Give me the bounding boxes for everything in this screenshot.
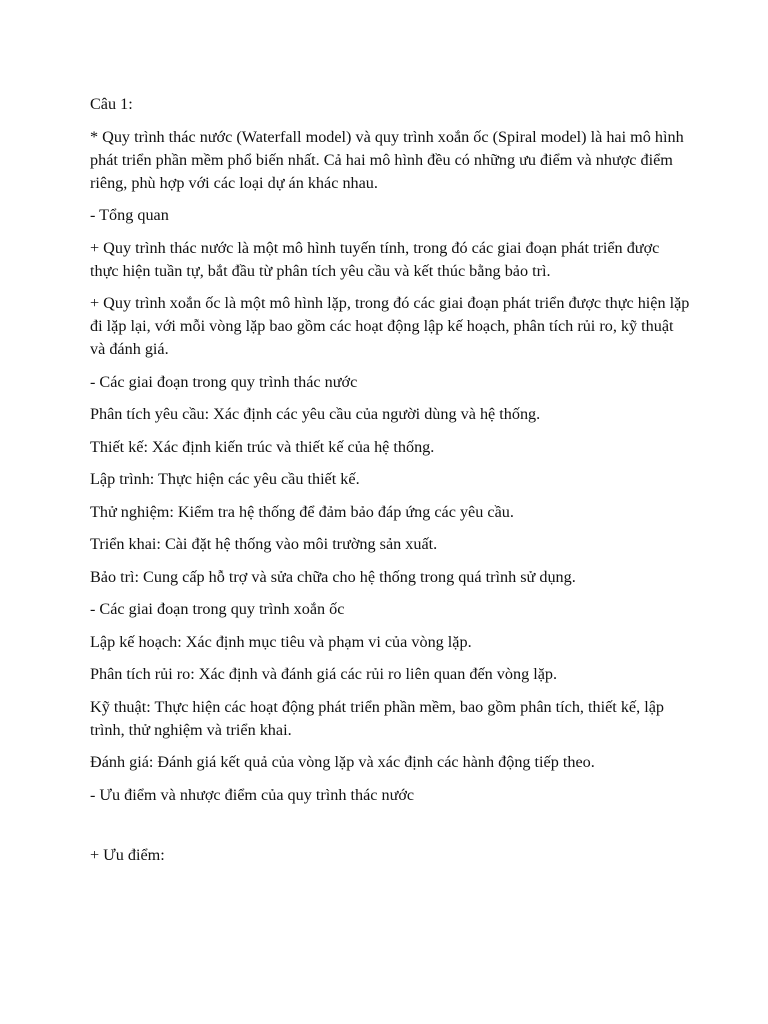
waterfall-stage-testing: Thử nghiệm: Kiểm tra hệ thống để đảm bảo đáp ứng các yêu cầu. — [90, 502, 514, 521]
document-page — [90, 93, 690, 877]
blank-line — [90, 816, 690, 844]
spiral-stage-risk-analysis: Phân tích rủi ro: Xác định và đánh giá các rủi ro liên quan đến vòng lặp. — [90, 665, 558, 683]
section-waterfall-pros-cons-heading: - Ưu điểm và nhược điểm của quy trình thác nước — [90, 785, 415, 804]
section-spiral-stages-heading: - Các giai đoạn trong quy trình xoắn ốc — [90, 600, 345, 618]
section-waterfall-stages-heading: - Các giai đoạn trong quy trình thác nước — [90, 372, 358, 391]
waterfall-stage-maintenance: Bảo trì: Cung cấp hỗ trợ và sửa chữa cho hệ thống trong quá trình sử dụng. — [90, 567, 576, 586]
waterfall-stage-coding: Lập trình: Thực hiện các yêu cầu thiết kế. — [90, 470, 360, 488]
waterfall-stage-design: Thiết kế: Xác định kiến trúc và thiết kế của hệ thống. — [90, 437, 435, 456]
waterfall-stage-requirements: Phân tích yêu cầu: Xác định các yêu cầu của người dùng và hệ thống. — [90, 405, 541, 423]
spiral-stage-planning: Lập kế hoạch: Xác định mục tiêu và phạm vi của vòng lặp. — [90, 632, 472, 651]
waterfall-stage-deployment: Triển khai: Cài đặt hệ thống vào môi trường sản xuất. — [90, 535, 438, 553]
overview-waterfall: + Quy trình thác nước là một mô hình tuyến tính, trong đó các giai đoạn phát triển được thực hiện tuần tự, bắt đầu từ phân tích yêu cầu và kết thúc bằng bảo trì. — [90, 238, 660, 280]
question-heading: Câu 1: — [90, 95, 133, 113]
spiral-stage-evaluation: Đánh giá: Đánh giá kết quả của vòng lặp và xác định các hành động tiếp theo. — [90, 753, 595, 771]
overview-spiral: + Quy trình xoắn ốc là một mô hình lặp, trong đó các giai đoạn phát triển được thực hiện lặp đi lặp lại, với mỗi vòng lặp bao gồm các hoạt động lập kế hoạch, phân tích rủi ro, kỹ thuật và đánh giá. — [90, 294, 690, 358]
spiral-stage-engineering: Kỹ thuật: Thực hiện các hoạt động phát triển phần mềm, bao gồm phân tích, thiết kế, lập trình, thử nghiệm và triển khai. — [90, 697, 664, 739]
advantages-heading: + Ưu điểm: — [90, 846, 165, 864]
section-overview-heading: - Tổng quan — [90, 206, 169, 224]
intro-paragraph: * Quy trình thác nước (Waterfall model) và quy trình xoắn ốc (Spiral model) là hai mô hình phát triển phần mềm phổ biến nhất. Cả hai mô hình đều có những ưu điểm và nhược điểm riêng, phù hợp với các loại dự án khác nhau. — [90, 127, 684, 192]
